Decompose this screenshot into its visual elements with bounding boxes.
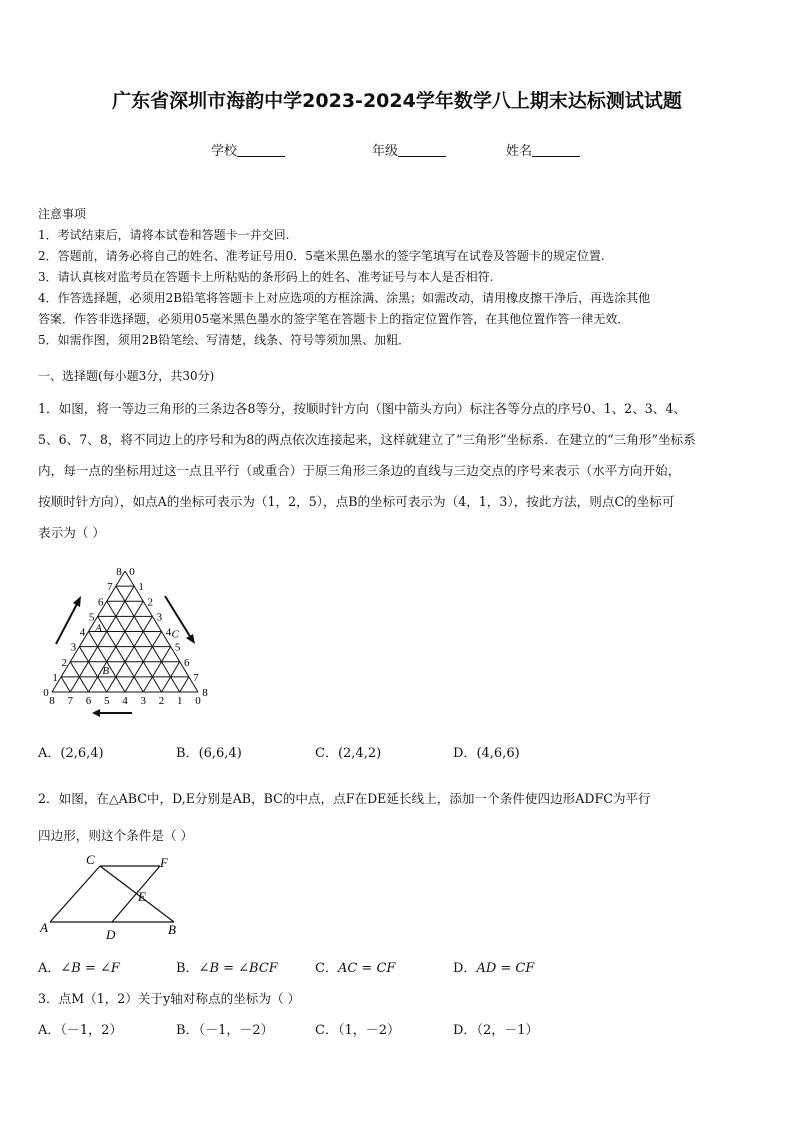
q1-line: 5、6、7、8，将不同边上的序号和为8的两点依次连接起来，这样就建立了“三角形”坐标系．在建立的“三角形”坐标系 [38,432,696,447]
left-side-label: 1 [52,671,58,684]
bottom-side-label: 6 [85,695,92,707]
q1-line: 表示为（ ） [38,525,105,540]
name-field [506,140,580,159]
bottom-arrow-icon [92,709,132,717]
left-side-label: 3 [70,641,77,654]
option-value: （－1，2） [60,1023,123,1038]
option-key: C． [315,1023,338,1038]
option-key: A． [38,746,61,761]
segment-cb [100,866,174,922]
note-item: 5．如需作图，须用2B铅笔绘、写清楚，线条、符号等须加黑、加粗． [38,333,411,347]
q3-option-a[interactable] [38,1019,122,1038]
option-value: (2,4,2) [337,746,382,761]
label-e: E [138,889,146,904]
note-item: 3．请认真核对监考员在答题卡上所粘贴的条形码上的姓名、准考证号与本人是否相符. [38,270,494,284]
section-heading: 一、选择题(每小题3分，共30分) [38,369,215,383]
left-side-label: 7 [107,581,113,594]
note-item: 1．考试结束后，请将本试卷和答题卡一并交回. [38,228,290,242]
school-label: 学校 [211,144,238,159]
bottom-side-label: 8 [49,695,55,707]
point-label-a: A [95,622,102,635]
q1-option-d[interactable] [453,742,520,761]
bottom-side-label: 1 [177,695,183,707]
q2-option-d[interactable] [453,957,534,976]
school-blank [237,144,285,157]
option-value: ∠B = ∠BCF [198,961,278,976]
q1-option-c[interactable] [315,742,381,761]
segment-df [112,866,160,922]
right-side-label: 8 [202,687,208,699]
grid-line [61,677,70,692]
option-key: C． [315,746,338,761]
right-side-label: 2 [147,596,153,609]
note-item: 答案．作答非选择题，必须用05毫米黑色墨水的签字笔在答题卡上的指定位置作答，在其他位置作答一律无效． [38,312,630,326]
note-item: 4．作答选择题，必须用2B铅笔将答题卡上对应选项的方框涂满、涂黑；如需改动，请用橡皮擦干净后，再选涂其他 [38,291,651,305]
question-1-stem [38,393,760,548]
q3-option-b[interactable] [176,1019,274,1038]
option-key: D． [453,746,477,761]
q2-option-b[interactable] [176,957,278,976]
label-a: A [40,920,48,935]
school-field [211,140,285,159]
right-side-label: 7 [193,671,199,684]
notes-block [38,204,763,351]
option-key: D． [453,961,477,976]
left-side-label: 5 [88,611,95,624]
q1-line: 1．如图，将一等边三角形的三条边各8等分，按顺时针方向（图中箭头方向）标注各等分点的序号0、1、2、3、4、 [38,401,686,416]
label-b: B [168,922,176,937]
triangle-coordinate-figure [40,556,215,721]
notes-heading: 注意事项 [38,207,87,221]
bottom-side-label: 5 [104,695,110,707]
bottom-side-label: 4 [122,695,128,707]
left-side-label: 0 [43,687,49,699]
right-side-label: 1 [138,581,144,594]
label-f: F [160,855,168,870]
question-2-stem [38,780,651,854]
q1-option-a[interactable] [38,742,104,761]
q1-line: 按顺时针方向），如点A的坐标可表示为（1，2，5），点B的坐标可表示为（4，1，3），按此方法，则点C的坐标可 [38,494,675,509]
grid-line [180,677,189,692]
q3-option-c[interactable] [315,1019,400,1038]
q1-line: 内，每一点的坐标用过这一点且平行（或重合）于原三角形三条边的直线与三边交点的序号来表示（水平方向开始， [38,463,681,478]
page-title: 广东省深圳市海韵中学2023-2024学年数学八上期末达标测试试题 [112,90,682,112]
bottom-side-label: 0 [195,695,201,707]
name-label: 姓名 [506,144,533,159]
right-side-label: 4 [165,626,172,639]
q1-option-b[interactable] [176,742,242,761]
left-side-label: 4 [79,626,86,639]
grid-line [107,616,153,692]
question-3-stem: 3．点M（1，2）关于y轴对称点的坐标为（ ） [38,991,301,1006]
label-c: C [86,852,95,867]
option-value: ∠B = ∠F [60,961,120,976]
note-item: 2．答题前，请务必将自己的姓名、准考证号用0．5毫米黑色墨水的签字笔填写在试卷及答题卡的规定位置. [38,249,605,263]
q2-line: 四边形，则这个条件是（ ） [38,828,194,843]
left-arrow-icon [56,596,81,644]
option-key: D． [453,1023,477,1038]
option-value: AD = CF [476,961,535,976]
option-value: （1，－2） [337,1023,400,1038]
segment-ac [50,866,100,922]
point-label-b: B [102,665,110,677]
name-blank [532,144,580,157]
option-key: A． [38,961,61,976]
bottom-side-label: 7 [67,695,73,707]
left-side-label: 2 [61,656,67,669]
option-key: B． [176,961,199,976]
option-value: AC = CF [337,961,396,976]
label-d: D [106,927,116,942]
right-side-label: 5 [174,641,181,654]
parallelogram-figure [38,850,188,942]
point-label-c: C [171,628,179,641]
left-side-label: 6 [98,596,104,609]
option-value: (6,6,4) [198,746,242,761]
bottom-side-label: 2 [158,695,165,707]
grid-line [98,616,144,692]
option-value: （2，－1） [476,1023,539,1038]
q2-option-c[interactable] [315,957,395,976]
option-value: （－1，－2） [198,1023,274,1038]
option-key: A． [38,1023,61,1038]
right-side-label: 3 [156,611,163,624]
right-side-label: 0 [129,566,135,578]
grade-label: 年级 [372,144,399,159]
option-key: B． [176,746,199,761]
option-key: C． [315,961,338,976]
option-key: B． [176,1023,199,1038]
right-side-label: 6 [184,656,190,669]
grade-blank [398,144,446,157]
option-value: (4,6,6) [476,746,520,761]
q2-line: 2．如图，在△ABC中，D,E分别是AB，BC的中点，点F在DE延长线上，添加一个条件使四边形ADFC为平行 [38,791,651,806]
left-side-label: 8 [116,566,122,578]
option-value: (2,6,4) [60,746,104,761]
q2-option-a[interactable] [38,957,120,976]
q3-option-d[interactable] [453,1019,538,1038]
grade-field [372,140,446,159]
bottom-side-label: 3 [140,695,146,707]
